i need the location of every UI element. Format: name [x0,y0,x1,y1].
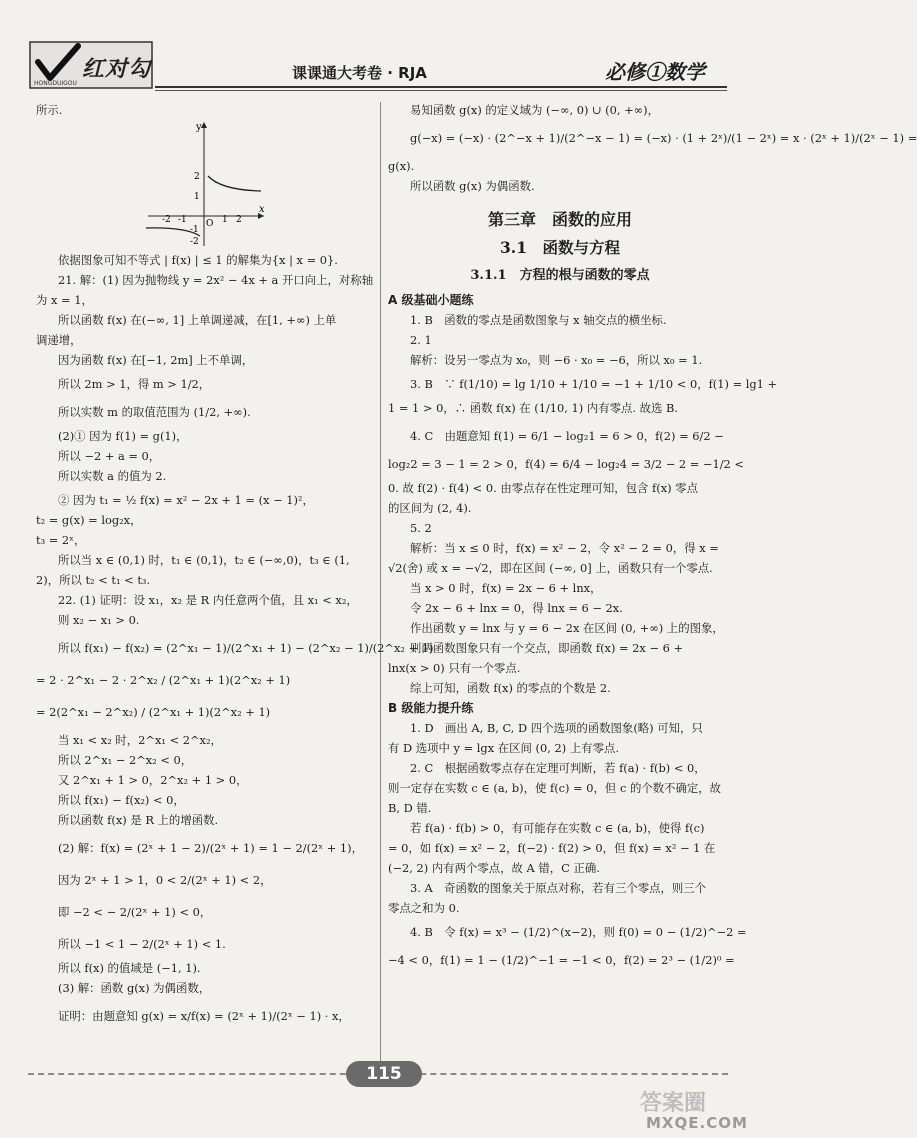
text-line: 所以 −2 + a = 0， [58,449,161,463]
section-title: 3.1 函数与方程 [500,238,620,257]
tick-label: -2 [162,215,171,225]
subject-title: 必修①数学 [605,60,705,84]
watermark-logo [640,1086,758,1134]
tick-label: -2 [190,237,199,247]
text-line: 的区间为 (2, 4). [388,501,472,515]
tick-label: 2 [236,215,242,225]
text-line: 令 2x − 6 + lnx = 0，得 lnx = 6 − 2x. [410,601,623,615]
text-line: 综上可知，函数 f(x) 的零点的个数是 2. [410,681,611,695]
text-line: 21. 解：(1) 因为抛物线 y = 2x² − 4x + a 开口向上，对称轴 [58,273,374,287]
text-line: 所以实数 m 的取值范围为 (1/2, +∞). [58,405,251,419]
y-axis-label: y [196,122,202,133]
text-line: 所以函数 f(x) 在(−∞, 1] 上单调递减，在[1, +∞) 上单 [58,313,337,327]
text-line: 依据图象可知不等式 | f(x) | ≤ 1 的解集为{x | x = 0}. [58,253,338,267]
text-line: 零点之和为 0. [388,901,460,915]
right-column [388,100,917,970]
text-line: 因为 2ˣ + 1 > 1，0 < 2/(2ˣ + 1) < 2， [58,873,272,887]
origin-label: O [206,219,214,229]
text-line: log₂2 = 3 − 1 = 2 > 0，f(4) = 6/4 − log₂4 = 3/2 − 2 = −1/2 < [388,457,744,471]
text-line: 易知函数 g(x) 的定义域为 (−∞, 0) ∪ (0, +∞)， [410,103,659,117]
tick-label: -1 [190,225,199,235]
x-axis-label: x [259,204,265,215]
text-line: lnx(x > 0) 只有一个零点. [388,661,521,675]
page-header [30,40,730,90]
column-divider [380,102,381,1062]
text-line: (3) 解：函数 g(x) 为偶函数， [58,981,211,995]
text-line: 所示. [36,103,63,117]
header-rule-thin [155,90,727,91]
text-line: 所以函数 g(x) 为偶函数. [410,179,535,193]
text-line: 3. B ∵ f(1/10) = lg 1/10 + 1/10 = −1 + 1/10 < 0，f(1) = lg1 + [410,377,778,391]
watermark-text: 答案圈 [640,1091,707,1116]
text-line: ② 因为 t₁ = ½ f(x) = x² − 2x + 1 = (x − 1)²， [58,493,314,507]
text-line: 则两函数图象只有一个交点，即函数 f(x) = 2x − 6 + [410,641,684,655]
text-line: 22. (1) 证明：设 x₁，x₂ 是 R 内任意两个值，且 x₁ < x₂， [58,593,358,607]
text-line: 所以 2m > 1，得 m > 1/2， [58,377,211,391]
text-line: 解析：当 x ≤ 0 时，f(x) = x² − 2，令 x² − 2 = 0，得 x = [410,541,719,555]
tick-label: 1 [194,192,200,202]
text-line: 1 = 1 > 0，∴ 函数 f(x) 在 (1/10, 1) 内有零点. 故选 B. [388,401,679,415]
text-line: 解析：设另一零点为 x₀，则 −6 · x₀ = −6，所以 x₀ = 1. [410,353,703,367]
text-line: 证明：由题意知 g(x) = x/f(x) = (2ˣ + 1)/(2ˣ − 1) · x， [58,1009,350,1023]
text-line: 有 D 选项中 y = lgx 在区间 (0, 2) 上有零点. [388,741,619,755]
text-line: = 0，如 f(x) = x² − 2，f(−2) · f(2) > 0，但 f(x) = x² − 1 在 [388,841,716,855]
text-line: 0. 故 f(2) · f(4) < 0. 由零点存在性定理可知，包含 f(x) 零点 [388,481,698,495]
text-line: 所以 f(x) 的值域是 (−1, 1). [58,961,201,975]
text-line: 2. C 根据函数零点存在定理可判断，若 f(a) · f(b) < 0， [410,761,706,775]
logo-subtext: HONGDUIGOU [34,80,77,87]
header-rule [155,86,727,88]
text-line: 所以函数 f(x) 是 R 上的增函数. [58,813,219,827]
tick-label: 1 [222,215,228,225]
text-line: 当 x > 0 时，f(x) = 2x − 6 + lnx， [410,581,602,595]
graph-svg [36,120,372,250]
text-line: 1. D 画出 A, B, C, D 四个选项的函数图象(略) 可知，只 [410,721,703,735]
text-line: 4. B 令 f(x) = x³ − (1/2)^(x−2)，则 f(0) = 0 − (1/2)^−2 = [410,925,747,939]
text-line: (−2, 2) 内有两个零点，故 A 错，C 正确. [388,861,600,875]
text-line: 即 −2 < − 2/(2ˣ + 1) < 0， [58,905,212,919]
text-line: (2)① 因为 f(1) = g(1)， [58,429,188,443]
text-line: 则一定存在实数 c ∈ (a, b)，使 f(c) = 0，但 c 的个数不确定，故 [388,781,722,795]
chapter-title: 第三章 函数的应用 [487,210,632,229]
book-title: 课课通大考卷 · RJA [292,64,427,82]
text-line: 作出函数 y = lnx 与 y = 6 − 2x 在区间 (0, +∞) 上的图象， [410,621,724,635]
text-line: = 2(2^x₁ − 2^x₂) / (2^x₁ + 1)(2^x₂ + 1) [36,705,271,719]
text-line: 当 x₁ < x₂ 时，2^x₁ < 2^x₂， [58,733,222,747]
text-line: 调递增， [36,333,82,347]
logo-text: 红对勾 [82,56,152,82]
text-line: g(x). [388,159,415,173]
text-line: −4 < 0，f(1) = 1 − (1/2)^−1 = −1 < 0，f(2) = 2³ − (1/2)⁰ = [388,953,735,967]
text-line: 3. A 奇函数的图象关于原点对称，若有三个零点，则三个 [410,881,707,895]
tick-label: -1 [178,215,187,225]
function-graph [36,120,372,250]
subsection-title: 3.1.1 方程的根与函数的零点 [470,268,650,283]
text-line: 1. B 函数的零点是函数图象与 x 轴交点的横坐标. [410,313,667,327]
text-line: 2. 1 [410,333,432,347]
text-line: 若 f(a) · f(b) > 0，有可能存在实数 c ∈ (a, b)，使得 f(c) [410,821,705,835]
tick-label: 2 [194,172,200,182]
text-line: 所以 −1 < 1 − 2/(2ˣ + 1) < 1. [58,937,226,951]
text-line: 所以 f(x₁) − f(x₂) = (2^x₁ − 1)/(2^x₁ + 1) − (2^x₂ − 1)/(2^x₂ + 1) [58,641,434,655]
text-line: 又 2^x₁ + 1 > 0，2^x₂ + 1 > 0， [58,773,248,787]
page-number: 115 [366,1064,402,1084]
text-line: B, D 错. [388,801,432,815]
watermark-url: MXQE.COM [646,1114,748,1132]
text-line: t₂ = g(x) = log₂x， [36,513,142,527]
text-line: 则 x₂ − x₁ > 0. [58,613,140,627]
text-line: g(−x) = (−x) · (2^−x + 1)/(2^−x − 1) = (−x) · (1 + 2ˣ)/(1 − 2ˣ) = x · (2ˣ + 1)/(2ˣ − 1) = [410,131,917,145]
text-line: 所以 f(x₁) − f(x₂) < 0， [58,793,185,807]
text-line: 4. C 由题意知 f(1) = 6/1 − log₂1 = 6 > 0，f(2) = 6/2 − [410,429,724,443]
text-line: t₃ = 2ˣ， [36,533,86,547]
text-line: = 2 · 2^x₁ − 2 · 2^x₂ / (2^x₁ + 1)(2^x₂ + 1) [36,673,291,687]
text-line: 所以 2^x₁ − 2^x₂ < 0， [58,753,193,767]
text-line: (2) 解：f(x) = (2ˣ + 1 − 2)/(2ˣ + 1) = 1 − 2/(2ˣ + 1)， [58,841,363,855]
text-line: √2(舍) 或 x = −√2，即在区间 (−∞, 0] 上，函数只有一个零点. [388,561,713,575]
text-line: 因为函数 f(x) 在[−1, 2m] 上不单调， [58,353,254,367]
brand-logo [30,42,152,88]
level-b-heading: B 级能力提升练 [388,701,474,715]
text-line: 所以实数 a 的值为 2. [58,469,167,483]
text-line: 2)，所以 t₂ < t₁ < t₃. [36,573,151,587]
text-line: 所以当 x ∈ (0,1) 时，t₁ ∈ (0,1)，t₂ ∈ (−∞,0)，t₃ ∈ (1, [58,553,350,567]
text-line: 5. 2 [410,521,432,535]
text-line: 为 x = 1， [36,293,93,307]
level-a-heading: A 级基础小题练 [388,293,474,307]
